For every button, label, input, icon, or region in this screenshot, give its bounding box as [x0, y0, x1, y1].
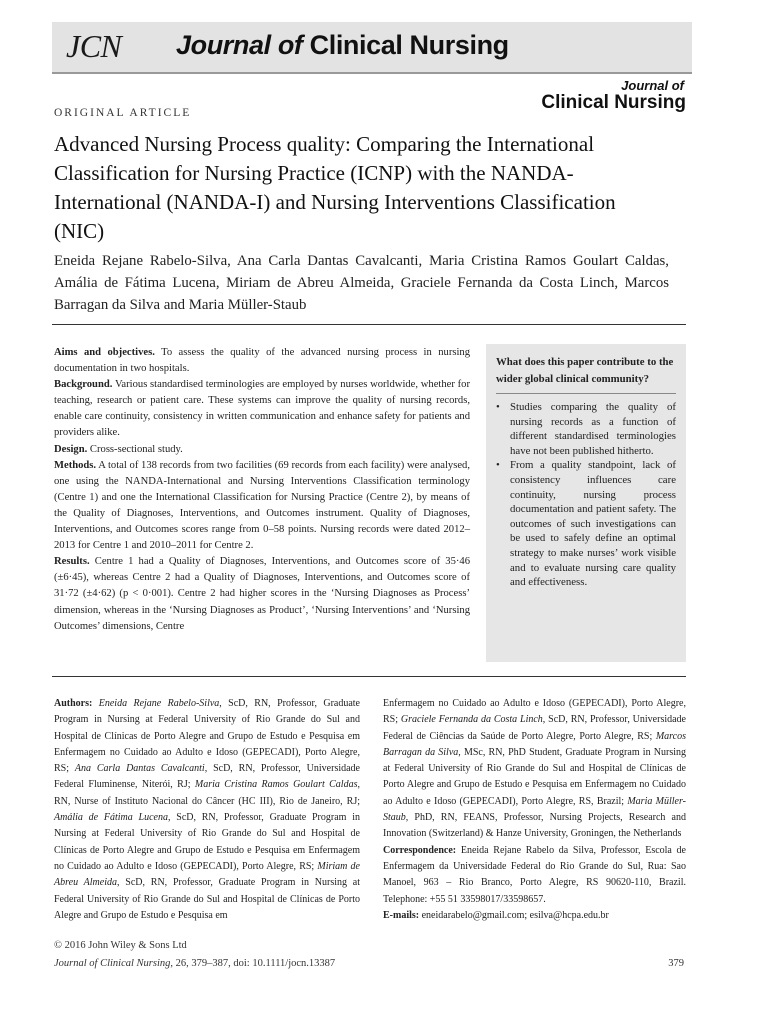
affil-name: Marcos Barragan da Silva	[383, 730, 686, 758]
author-list: Eneida Rejane Rabelo-Silva, Ana Carla Dantas Cavalcanti, Maria Cristina Ramos Goulart Caldas, Amália de Fátima Lucena, Miriam de Abreu Almeida, Graciele Fernanda da Costa Linch, Marcos Barragan da Silva and Maria Müller-Staub	[54, 253, 669, 313]
affil-name: Ana Carla Dantas Cavalcanti	[74, 763, 205, 775]
affil-name: Maria Cristina Ramos Goulart Caldas	[194, 779, 358, 791]
emails-label: E-mails:	[383, 909, 420, 921]
jcn-logo: JCN	[66, 28, 122, 64]
design-label: Design.	[54, 443, 88, 455]
journal-logo-line1: Journal of	[621, 78, 684, 93]
affil-name: Maria Müller-Staub	[383, 795, 686, 824]
background-text: Various standardised terminologies are employed by nurses worldwide, whether for teaching, research or patient care. These systems can improve the quality of nursing records, enable care continuity, consistency in written communication and enhance safety for patients and providers alike.	[54, 379, 470, 439]
affil-text: , ScD, RN, Professor, Universidade Federal Fluminense, Niterói, RJ;	[54, 763, 360, 791]
affil-text: , ScD, RN, Professor, Universidade Federal de Ciências da Saúde de Porto Alegre, Porto Alegre, RS;	[383, 714, 686, 742]
banner-title-italic: Journal of	[176, 30, 303, 60]
correspondence-text: Eneida Rejane Rabelo da Silva, Professor, Escola de Enfermagem da Universidade Federal do Rio Grande do Sul, Rua: Sao Manoel, 963 – Rio Branco, Porto Alegre, RS 90620-110, Brazil. Telephone: +55 51 33598017/33598657.	[383, 844, 686, 905]
contribution-text: Studies comparing the quality of nursing records as a function of different standardised terminologies have not been published hitherto.	[510, 401, 676, 457]
authors-label: Authors:	[54, 698, 93, 709]
contribution-item	[496, 458, 676, 589]
affil-text: , RN, Nurse of Instituto Nacional do Câncer (HC III), Rio de Janeiro, RJ;	[54, 779, 360, 807]
abstract-results	[54, 554, 470, 634]
contribution-box	[486, 344, 686, 662]
affil-name: Amália de Fátima Lucena	[54, 812, 168, 824]
page-number: 379	[668, 958, 684, 969]
results-label: Results.	[54, 556, 90, 568]
design-text: Cross-sectional study.	[89, 443, 183, 455]
affil-name: Graciele Fernanda da Costa Linch	[400, 714, 543, 726]
affil-text: , ScD, RN, Professor, Graduate Program in Nursing at Federal University of Rio Grande do Sul and Hospital de Clínicas de Porto Alegre and Grupo de Estudo e Pesquisa em Enfermagem no Cuidado ao Adulto e Idoso (GEPECADI), Porto Alegre, RS;	[54, 698, 360, 775]
contribution-heading: What does this paper contribute to the wider global clinical community?	[496, 354, 676, 394]
methods-text: A total of 138 records from two facilities (69 records from each facility) were analysed, one using the NANDA-International and Nursing Interventions Classification terminology (Centre 1) and one the International Classification for Nursing Practice (Centre 2), by means of the Quality of Diagnoses, Interventions, and Outcomes instrument. Quality of Diagnoses, Interventions, and Outcomes scores range from 0–58 points. Nursing records were dated 2012–2013 for Centre 1 and 2010–2011 for Centre 2.	[54, 459, 470, 552]
abstract-aims	[54, 345, 470, 377]
affiliations-left	[54, 696, 360, 924]
abstract	[54, 345, 470, 635]
background-label: Background.	[54, 379, 113, 391]
affil-text: , ScD, RN, Professor, Graduate Program in Nursing at Federal University of Rio Grande do Sul and Hospital de Clínicas de Porto Alegre and Grupo de Estudo e Pesquisa em	[54, 877, 360, 921]
contribution-item	[496, 400, 676, 458]
citation	[54, 958, 335, 969]
contribution-text: From a quality standpoint, lack of consistency influences care continuity, nursing process documentation and patient safety. The outcomes of such investigations can be used to safely define an optimal strategy to make nurses’ work visible and to evaluate nursing care quality and effectiveness.	[510, 459, 676, 589]
emails-text: eneidarabelo@gmail.com; esilva@hcpa.edu.br	[421, 909, 609, 921]
affil-name: Miriam de Abreu Almeida	[54, 860, 360, 889]
abstract-background	[54, 377, 470, 441]
journal-logo-line2: Clinical Nursing	[541, 92, 686, 113]
divider-bottom	[52, 676, 686, 677]
bullet-icon: •	[496, 401, 500, 413]
article-title: Advanced Nursing Process quality: Comparing the International Classification for Nursing Practice (ICNP) with the NANDA-International (NANDA-I) and Nursing Interventions Classification (NIC)	[54, 132, 616, 243]
abstract-methods	[54, 458, 470, 555]
aims-text: To assess the quality of the advanced nursing process in nursing documentation in two hospitals.	[54, 347, 471, 375]
methods-label: Methods.	[54, 459, 97, 471]
affil-text: , PhD, RN, FEANS, Professor, Nursing Projects, Research and Innovation (Switzerland) & Hanze University, Groningen, the Netherlands	[383, 812, 686, 840]
bullet-icon: •	[496, 459, 500, 472]
banner-journal-title	[176, 30, 509, 61]
affiliations-right	[383, 696, 686, 924]
contribution-list	[496, 400, 676, 590]
divider-top	[52, 324, 686, 325]
results-text: Centre 1 had a Quality of Diagnoses, Interventions, and Outcomes score of 35·46 (±6·45), whereas Centre 2 had a Quality of Diagnoses, Interventions, and Outcomes score of 31·72 (±4·62) (p < 0·001). Centre 2 had higher scores in the ‘Nursing Diagnoses as Process’ dimension, whereas in the ‘Nursing Diagnoses as Product’, ‘Nursing Interventions’ and ‘Nursing Outcomes’ dimensions, Centre	[54, 556, 470, 632]
citation-details: , 26, 379–387, doi: 10.1111/jocn.13387	[170, 958, 336, 969]
aims-label: Aims and objectives.	[54, 347, 155, 358]
copyright: © 2016 John Wiley & Sons Ltd	[54, 940, 187, 951]
affil-text: , MSc, RN, PhD Student, Graduate Program in Nursing at Federal University of Rio Grande do Sul and Hospital de Clínicas de Porto Alegre and Grupo de Estudo e Pesquisa em Enfermagem no Cuidado ao Adulto e Idoso (GEPECADI), Porto Alegre, RS, Brazil;	[383, 746, 686, 807]
banner-title-rest: Clinical Nursing	[309, 30, 509, 60]
journal-name: Journal of Clinical Nursing	[54, 958, 171, 969]
affil-name: Eneida Rejane Rabelo-Silva	[98, 698, 220, 709]
affil-text: Enfermagem no Cuidado ao Adulto e Idoso (GEPECADI), Porto Alegre, RS;	[383, 698, 686, 726]
journal-banner	[52, 22, 692, 74]
abstract-design	[54, 442, 470, 458]
affil-text: , ScD, RN, Professor, Graduate Program in Nursing at Federal University of Rio Grande do Sul and Hospital de Clínicas de Porto Alegre and Grupo de Estudo e Pesquisa em Enfermagem no Cuidado ao Adulto e Idoso (GEPECADI), Porto Alegre, RS;	[54, 812, 360, 872]
article-type: ORIGINAL ARTICLE	[54, 107, 192, 119]
correspondence-label: Correspondence:	[383, 844, 457, 856]
